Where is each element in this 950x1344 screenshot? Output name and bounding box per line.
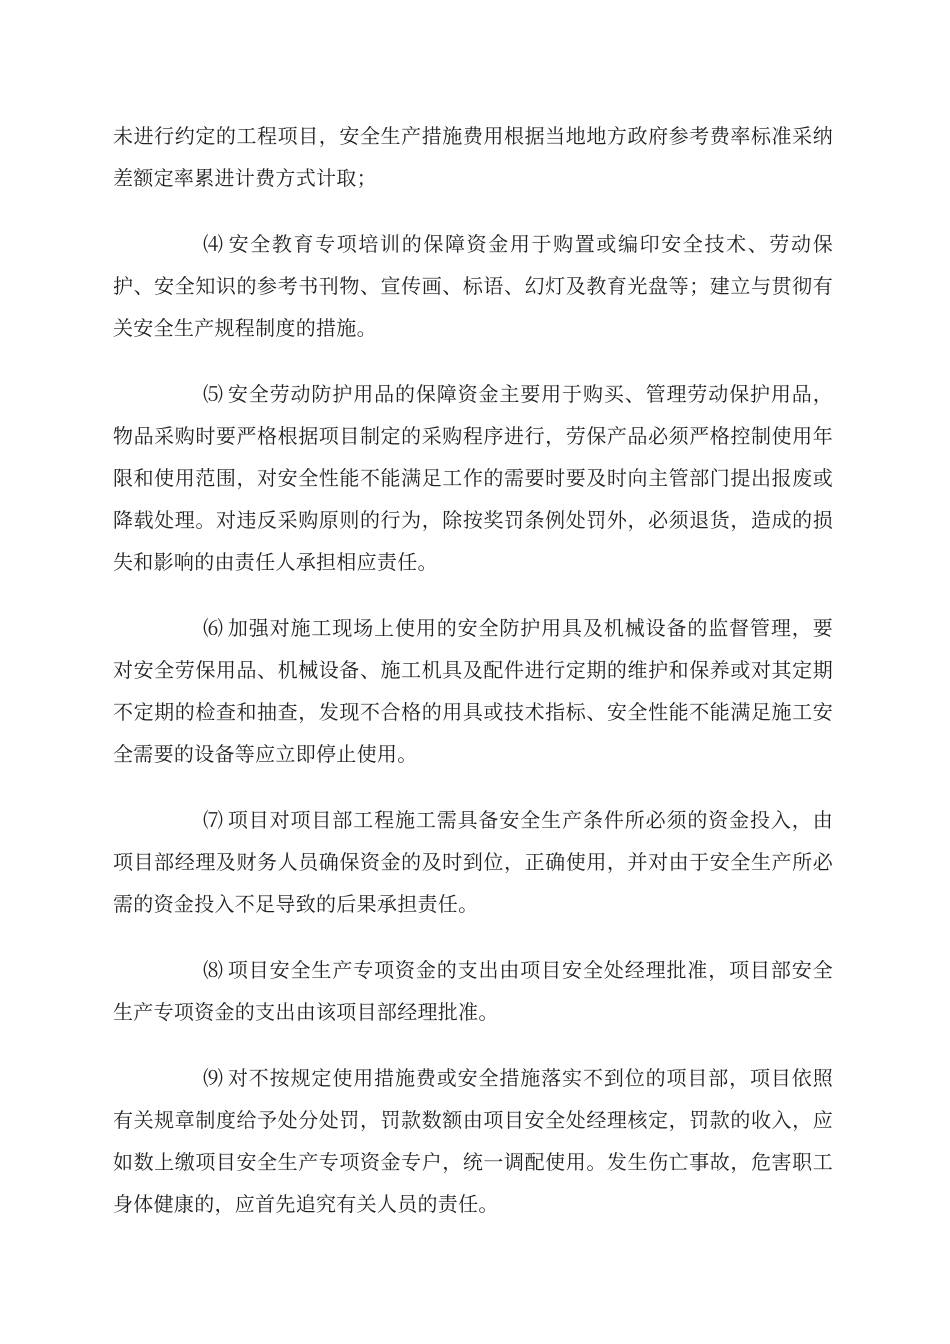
paragraph-item-6: [113, 607, 833, 775]
paragraph-text: 未进行约定的工程项目，安全生产措施费用根据当地地方政府参考费率标准采纳差额定率累进计费方式计取；: [113, 124, 833, 190]
paragraph-text: 加强对施工现场上使用的安全防护用具及机械设备的监督管理，要对安全劳保用品、机械设备、施工机具及配件进行定期的维护和保养或对其定期不定期的检查和抽查，发现不合格的用具或技术指标、安全性能不能满足施工安全需要的设备等应立即停止使用。: [113, 616, 833, 766]
paragraph-text: 对不按规定使用措施费或安全措施落实不到位的项目部，项目依照有关规章制度给予处分处罚，罚款数额由项目安全处经理核定，罚款的收入，应如数上缴项目安全生产专项资金专户，统一调配使用。发生伤亡事故，危害职工身体健康的，应首先追究有关人员的责任。: [113, 1066, 833, 1216]
paragraph-text: 项目安全生产专项资金的支出由项目安全处经理批准，项目部安全生产专项资金的支出由该项目部经理批准。: [113, 958, 833, 1024]
paragraph-number: ⑺: [203, 808, 224, 832]
paragraph-number: ⑸: [203, 382, 224, 406]
paragraph-item-7: [113, 799, 833, 925]
document-body: [113, 115, 833, 1249]
paragraph-text: 安全劳动防护用品的保障资金主要用于购买、管理劳动保护用品，物品采购时要严格根据项目制定的采购程序进行，劳保产品必须严格控制使用年限和使用范围，对安全性能不能满足工作的需要时要及时向主管部门提出报废或降载处理。对违反采购原则的行为，除按奖罚条例处罚外，必须退货，造成的损失和影响的由责任人承担相应责任。: [113, 382, 833, 574]
paragraph-item-8: [113, 949, 833, 1033]
paragraph-item-9: [113, 1057, 833, 1225]
paragraph-number: ⑼: [203, 1066, 224, 1090]
paragraph-text: 安全教育专项培训的保障资金用于购置或编印安全技术、劳动保护、安全知识的参考书刊物、宣传画、标语、幻灯及教育光盘等；建立与贯彻有关安全生产规程制度的措施。: [113, 232, 833, 340]
paragraph-item-4: [113, 223, 833, 349]
paragraph-text: 项目对项目部工程施工需具备安全生产条件所必须的资金投入，由项目部经理及财务人员确保资金的及时到位，正确使用，并对由于安全生产所必需的资金投入不足导致的后果承担责任。: [113, 808, 833, 916]
paragraph-continuation: [113, 115, 833, 199]
paragraph-item-5: [113, 373, 833, 583]
paragraph-number: ⑻: [203, 958, 224, 982]
paragraph-number: ⑹: [203, 616, 224, 640]
paragraph-number: ⑷: [203, 232, 225, 256]
